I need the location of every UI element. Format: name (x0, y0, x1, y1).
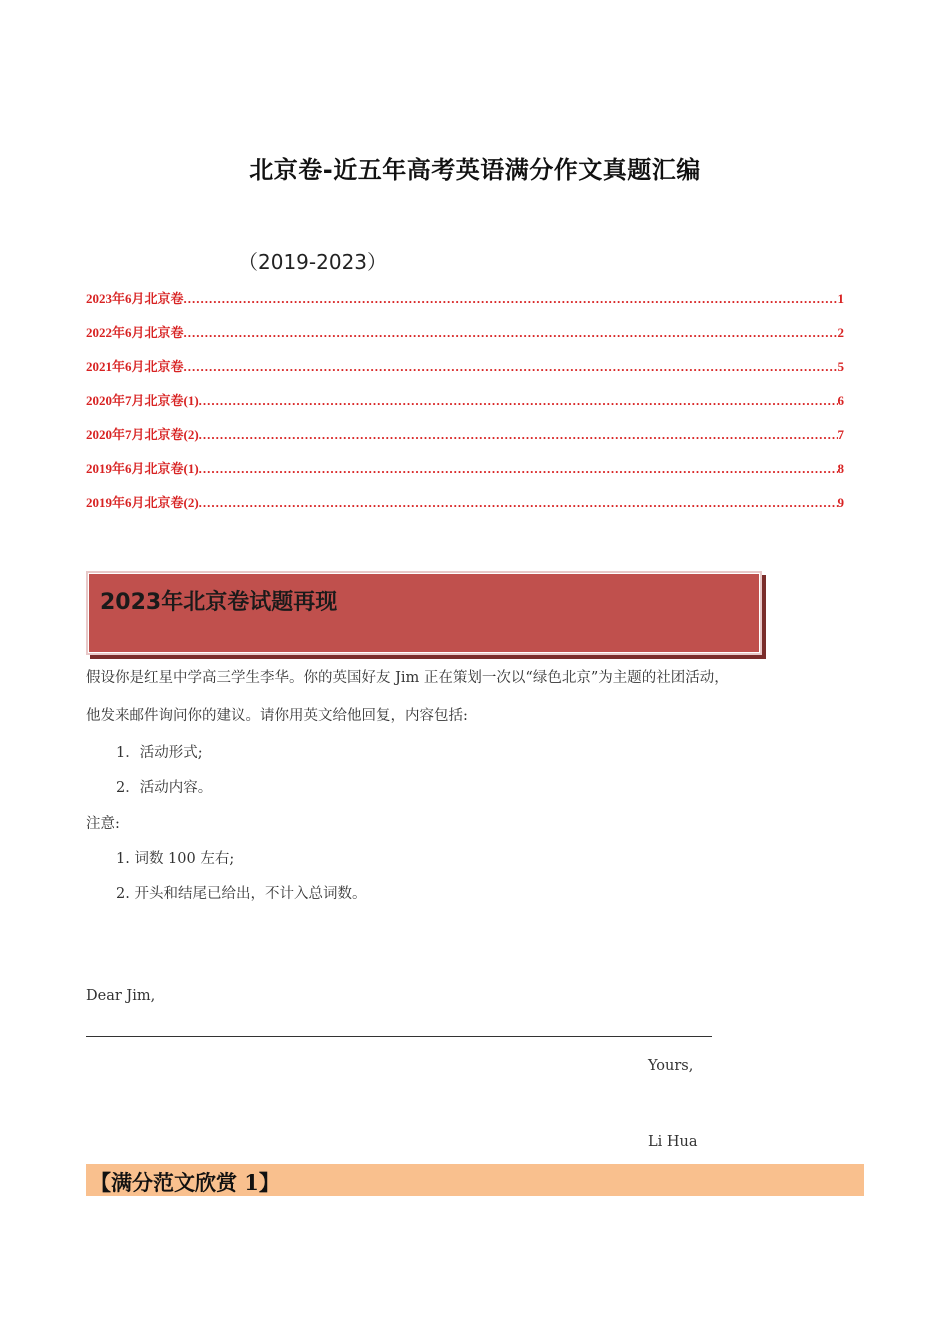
toc-entry[interactable] (86, 390, 844, 424)
toc-leader-dots (199, 427, 838, 443)
toc-entry-page: 8 (837, 461, 844, 476)
toc-entry-page: 9 (837, 495, 844, 510)
note-item: 1. 词数 100 左右; (116, 851, 235, 867)
toc-leader-dots (199, 495, 838, 511)
prompt-list-item: 2．活动内容。 (116, 780, 213, 796)
toc-entry-label: 2019年6月北京卷(2) (86, 495, 199, 510)
note-item: 2. 开头和结尾已给出，不计入总词数。 (116, 886, 367, 902)
document-title: 北京卷-近五年高考英语满分作文真题汇编 (249, 156, 701, 184)
toc-entry[interactable] (86, 322, 844, 356)
toc-entry-page: 5 (837, 359, 844, 374)
toc-entry-page: 2 (837, 325, 844, 340)
toc-leader-dots (184, 325, 838, 341)
toc-entry-label: 2020年7月北京卷(2) (86, 427, 199, 442)
toc-entry-label: 2023年6月北京卷 (86, 291, 184, 306)
toc-entry-page: 7 (837, 427, 844, 442)
toc-entry-label: 2019年6月北京卷(1) (86, 461, 199, 476)
table-of-contents (86, 288, 844, 526)
toc-entry[interactable] (86, 356, 844, 390)
section-heading: 2023年北京卷试题再现 (100, 590, 338, 615)
year-range: （2019-2023） (238, 250, 388, 274)
prompt-paragraph: 假设你是红星中学高三学生李华。你的英国好友 Jim 正在策划一次以“绿色北京”为主题的社团活动， (86, 670, 729, 686)
toc-entry-label: 2022年6月北京卷 (86, 325, 184, 340)
toc-entry[interactable] (86, 458, 844, 492)
toc-leader-dots (199, 393, 838, 409)
prompt-paragraph: 他发来邮件询问你的建议。请你用英文给他回复，内容包括: (86, 708, 468, 724)
toc-entry[interactable] (86, 288, 844, 322)
toc-leader-dots (184, 291, 838, 307)
toc-entry[interactable] (86, 424, 844, 458)
toc-entry-page: 6 (837, 393, 844, 408)
letter-greeting: Dear Jim, (86, 988, 156, 1004)
toc-leader-dots (184, 359, 838, 375)
toc-leader-dots (199, 461, 838, 477)
section-heading-banner (86, 571, 762, 655)
prompt-list-item: 1．活动形式; (116, 745, 203, 761)
toc-entry-label: 2020年7月北京卷(1) (86, 393, 199, 408)
essay-heading: 【满分范文欣赏 1】 (90, 1170, 280, 1195)
note-label: 注意: (86, 816, 120, 832)
answer-line (86, 1036, 712, 1037)
letter-signature: Li Hua (648, 1134, 698, 1150)
letter-closing: Yours, (648, 1058, 694, 1074)
toc-entry-label: 2021年6月北京卷 (86, 359, 184, 374)
toc-entry-page: 1 (837, 291, 844, 306)
essay-heading-banner (86, 1164, 864, 1196)
toc-entry[interactable] (86, 492, 844, 526)
